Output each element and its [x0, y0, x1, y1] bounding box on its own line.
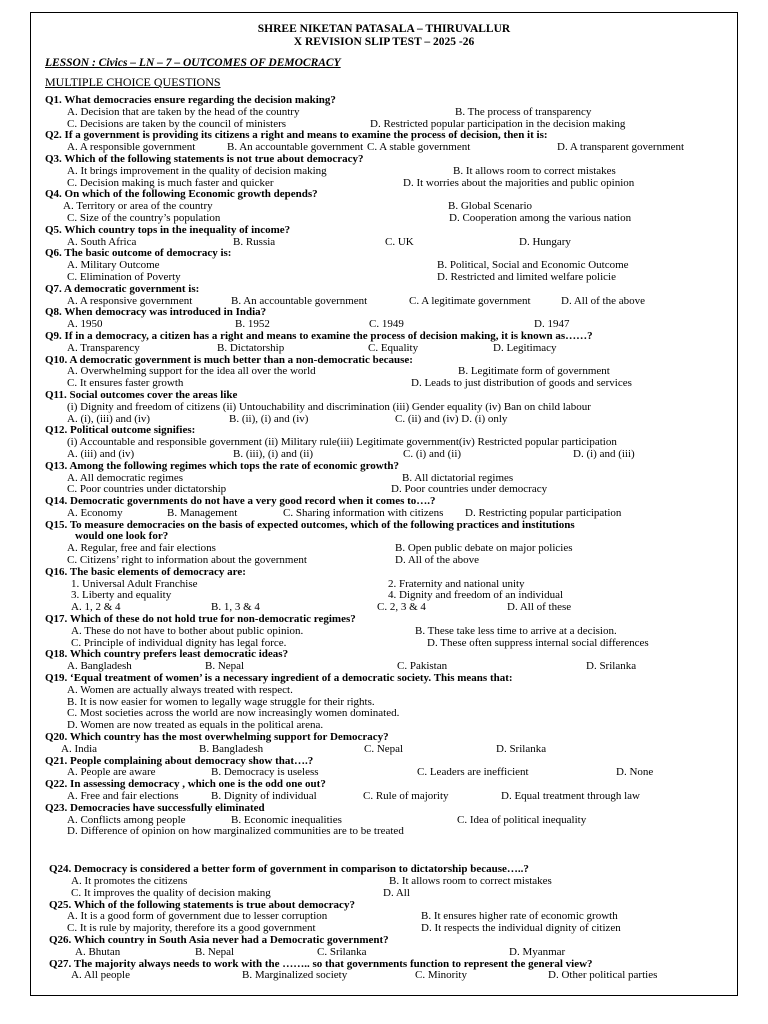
option-text: A. It promotes the citizens [71, 875, 188, 887]
option-text: A. (iii) and (iv) [67, 447, 135, 460]
option-text: B. Bangladesh [199, 742, 264, 755]
option-text: C. Sharing information with citizens [283, 506, 444, 519]
option-row [45, 791, 735, 803]
option-text: C. Equality [368, 341, 419, 354]
option-text: D. Leads to just distribution of goods and services [411, 377, 632, 390]
option-text: A. It is a good form of government due to lesser corruption [67, 910, 328, 923]
option-text: C. It improves the quality of decision making [71, 886, 271, 899]
option-text: C. Principle of individual dignity has legal force. [71, 636, 287, 649]
option-text: A. 1, 2 & 4 [71, 601, 121, 614]
option-text: B. 1, 3 & 4 [211, 601, 260, 614]
option-text: B. It allows room to correct mistakes [453, 164, 616, 177]
option-text: A. (i), (iii) and (iv) [67, 412, 151, 425]
option-row [45, 142, 735, 154]
option-row [45, 720, 735, 732]
option-text: C. It is rule by majority, therefore its a good government [67, 922, 316, 935]
option-row [45, 947, 735, 959]
question-text: Q19. ‘Equal treatment of women’ is a necessary ingredient of a democratic society. This means that: [45, 672, 513, 685]
option-text: 4. Dignity and freedom of an individual [388, 589, 564, 602]
question-text-continued: would one look for? [75, 530, 169, 543]
option-text: B. Legitimate form of government [458, 365, 610, 378]
section-heading: MULTIPLE CHOICE QUESTIONS [45, 75, 221, 89]
option-text: B. 1952 [235, 318, 270, 331]
option-text: B. Global Scenario [448, 200, 533, 213]
option-row [45, 449, 735, 461]
option-text: D. Difference of opinion on how marginalized communities are to be treated [67, 825, 404, 838]
option-row [45, 638, 735, 650]
option-text: C. 2, 3 & 4 [377, 601, 426, 614]
option-row [45, 343, 735, 355]
test-title: X REVISION SLIP TEST – 2025 -26 [293, 36, 475, 48]
option-row [45, 484, 735, 496]
option-row [45, 626, 735, 638]
option-text: D. Restricting popular participation [465, 506, 622, 519]
option-text: D. Other political parties [548, 969, 658, 982]
option-row [45, 888, 735, 900]
option-text: D. Srilanka [496, 742, 547, 755]
option-text: C. Nepal [364, 742, 404, 755]
option-text: C. (i) and (ii) [403, 447, 462, 460]
option-row [45, 744, 735, 756]
option-text: D. Poor countries under democracy [391, 483, 548, 496]
option-text: D. Restricted popular participation in the decision making [370, 117, 626, 130]
option-text: A. 1950 [67, 318, 103, 331]
question-text: Q15. To measure democracies on the basis of expected outcomes, which of the following practices and institutions [45, 518, 575, 531]
question-text: Q3. Which of the following statements is not true about democracy? [45, 152, 364, 165]
option-row [45, 508, 735, 520]
option-text: D. Hungary [519, 235, 571, 248]
option-row [45, 178, 735, 190]
option-text: A. Free and fair elections [67, 790, 179, 803]
option-row [45, 272, 735, 284]
option-text: B. (ii), (i) and (iv) [229, 412, 309, 425]
option-text: D. Srilanka [586, 660, 637, 673]
option-text: B. Open public debate on major policies [395, 542, 573, 555]
option-text: C. Poor countries under dictatorship [67, 483, 227, 496]
option-text: C. Citizens’ right to information about the government [67, 554, 307, 567]
option-text: B. Dignity of individual [211, 790, 317, 803]
option-text: B. Nepal [205, 660, 245, 673]
option-row [45, 402, 735, 414]
option-text: D. Legitimacy [493, 341, 557, 354]
option-text: D. (i) and (iii) [573, 447, 635, 460]
lesson-title: LESSON : Civics – LN – 7 – OUTCOMES OF DEMOCRACY [45, 57, 341, 69]
question-text: Q6. The basic outcome of democracy is: [45, 247, 232, 260]
option-text: A. Transparency [67, 341, 140, 354]
question-text: Q13. Among the following regimes which tops the rate of economic growth? [45, 459, 400, 472]
option-text: A. Bangladesh [67, 660, 132, 673]
option-text: C. Idea of political inequality [457, 813, 587, 826]
option-text: A. A responsive government [67, 294, 193, 307]
option-row [45, 923, 735, 935]
option-text: C. Minority [415, 969, 467, 982]
question-text: Q11. Social outcomes cover the areas like [45, 388, 238, 401]
option-text: B. Management [167, 506, 238, 519]
option-text: A. All people [71, 969, 130, 982]
option-text: D. 1947 [534, 318, 570, 331]
question-text: Q18. Which country prefers least democratic ideas? [45, 648, 289, 661]
option-text: B. The process of transparency [455, 105, 592, 118]
option-text: 2. Fraternity and national unity [388, 577, 525, 590]
option-text: A. Regular, free and fair elections [67, 542, 216, 555]
option-text: D. It worries about the majorities and public opinion [403, 176, 635, 189]
question-text: Q24. Democracy is considered a better form of government in comparison to dictatorship because…..? [49, 863, 529, 876]
option-text: C. Most societies across the world are now increasingly women dominated. [67, 707, 400, 720]
option-text: D. All of the above [395, 554, 480, 567]
question-text: Q9. If in a democracy, a citizen has a right and means to examine the process of decision making, it is known as……? [45, 329, 593, 342]
option-text: A. These do not have to bother about public opinion. [71, 624, 304, 637]
option-text: A. Decision that are taken by the head of the country [67, 105, 300, 118]
option-row [45, 970, 735, 982]
option-text: (i) Accountable and responsible government (ii) Military rule(iii) Legitimate government(iv) Restricted popular participation [67, 436, 617, 449]
option-text: D. All of the above [561, 294, 646, 307]
question-text: Q4. On which of the following Economic growth depends? [45, 188, 318, 201]
option-text: B. An accountable government [231, 294, 368, 307]
option-text: B. These take less time to arrive at a decision. [415, 624, 617, 637]
option-text: (i) Dignity and freedom of citizens (ii) Untouchability and discrimination (iii) Gender equality (iv) Ban on child labour [67, 400, 591, 413]
option-row [45, 378, 735, 390]
option-text: A. South Africa [67, 235, 137, 248]
spacer [45, 838, 735, 864]
school-name: SHREE NIKETAN PATASALA – THIRUVALLUR [257, 23, 511, 35]
option-text: B. Economic inequalities [231, 813, 342, 826]
option-text: A. Economy [67, 506, 123, 519]
option-text: C. Leaders are inefficient [417, 766, 529, 779]
option-row [45, 213, 735, 225]
question-text: Q20. Which country has the most overwhelming support for Democracy? [45, 731, 389, 744]
option-text: C. (ii) and (iv) D. (i) only [395, 412, 508, 425]
option-text: B. Marginalized society [242, 969, 348, 982]
option-text: B. An accountable government [227, 141, 364, 154]
question-text: Q16. The basic elements of democracy are: [45, 565, 246, 578]
option-text: C. Srilanka [317, 945, 367, 958]
option-text: B. Democracy is useless [211, 766, 319, 779]
option-text: A. A responsible government [67, 141, 196, 154]
option-text: C. Rule of majority [363, 790, 449, 803]
option-text: D. A transparent government [557, 141, 685, 154]
option-text: D. It respects the individual dignity of citizen [421, 922, 621, 935]
option-text: C. Decisions are taken by the council of ministers [67, 117, 287, 130]
option-text: A. Women are actually always treated with respect. [67, 683, 293, 696]
page-frame [30, 12, 738, 996]
question-text: Q7. A democratic government is: [45, 282, 200, 295]
question-text: Q2. If a government is providing its citizens a right and means to examine the process of decision, then it is: [45, 129, 548, 142]
option-text: D. All of these [507, 601, 572, 614]
option-text: B. It allows room to correct mistakes [389, 875, 552, 887]
option-text: A. Overwhelming support for the idea all over the world [67, 365, 316, 378]
option-text: C. Decision making is much faster and quicker [67, 176, 274, 189]
option-text: B. Russia [233, 235, 276, 248]
option-text: C. Size of the country’s population [67, 211, 221, 224]
option-text: C. 1949 [369, 318, 404, 331]
option-text: D. These often suppress internal social differences [427, 636, 649, 649]
option-text: B. Nepal [195, 945, 235, 958]
option-text: A. People are aware [67, 766, 156, 779]
option-row [45, 166, 735, 178]
option-text: B. (iii), (i) and (ii) [233, 447, 314, 460]
option-row [45, 826, 735, 838]
question-text: Q14. Democratic governments do not have a very good record when it comes to….? [45, 495, 436, 508]
option-row [45, 555, 735, 567]
option-text: C. Elimination of Poverty [67, 270, 181, 283]
option-row [45, 414, 735, 426]
option-text: D. Myanmar [509, 945, 566, 958]
question-text: Q26. Which country in South Asia never had a Democratic government? [49, 933, 389, 946]
option-text: A. Conflicts among people [67, 813, 186, 826]
option-text: A. Territory or area of the country [63, 200, 213, 213]
option-text: B. All dictatorial regimes [402, 471, 514, 484]
option-row [45, 296, 735, 308]
question-text: Q27. The majority always needs to work with the …….. so that governments function to represent the general view? [49, 957, 593, 970]
option-text: C. A legitimate government [409, 294, 531, 307]
option-text: B. It ensures higher rate of economic growth [421, 910, 618, 923]
option-text: B. It is now easier for women to legally wage struggle for their rights. [67, 695, 375, 708]
option-text: A. Military Outcome [67, 259, 160, 272]
option-text: D. Equal treatment through law [501, 790, 640, 803]
option-text: A. All democratic regimes [67, 471, 184, 484]
option-text: 3. Liberty and equality [71, 589, 172, 602]
option-text: A. Bhutan [75, 945, 121, 958]
option-text: C. A stable government [367, 141, 471, 154]
option-text: C. UK [385, 235, 414, 248]
option-text: A. India [61, 742, 98, 755]
option-text: C. It ensures faster growth [67, 377, 184, 390]
option-row [45, 661, 735, 673]
option-text: A. It brings improvement in the quality of decision making [67, 164, 327, 177]
option-text: C. Pakistan [397, 660, 448, 673]
question-text: Q12. Political outcome signifies: [45, 424, 196, 437]
question-text: Q17. Which of these do not hold true for non-democratic regimes? [45, 613, 356, 626]
option-row [45, 107, 735, 119]
question-text: Q23. Democracies have successfully eliminated [45, 801, 265, 814]
option-text: D. None [616, 766, 654, 779]
question-text: Q1. What democracies ensure regarding the decision making? [45, 94, 336, 106]
option-row [45, 119, 735, 131]
question-text: Q8. When democracy was introduced in India? [45, 306, 267, 319]
option-text: B. Dictatorship [217, 341, 285, 354]
question-text: Q10. A democratic government is much better than a non-democratic because: [45, 353, 413, 366]
question-list [45, 95, 735, 982]
question-text: Q21. People complaining about democracy show that….? [45, 754, 314, 767]
option-row [45, 602, 735, 614]
option-text: D. All [383, 886, 410, 899]
option-row [45, 767, 735, 779]
question-text: Q25. Which of the following statements is true about democracy? [49, 898, 355, 911]
question-text: Q5. Which country tops in the inequality of income? [45, 223, 291, 236]
option-row [45, 237, 735, 249]
option-text: 1. Universal Adult Franchise [71, 577, 198, 590]
question-text: Q22. In assessing democracy , which one is the odd one out? [45, 778, 326, 791]
option-row [45, 319, 735, 331]
option-text: D. Restricted and limited welfare policie [437, 270, 616, 283]
option-row [45, 685, 735, 697]
option-text: D. Cooperation among the various nation [449, 211, 632, 224]
option-text: D. Women are now treated as equals in the political arena. [67, 719, 324, 732]
option-text: B. Political, Social and Economic Outcome [437, 259, 629, 272]
